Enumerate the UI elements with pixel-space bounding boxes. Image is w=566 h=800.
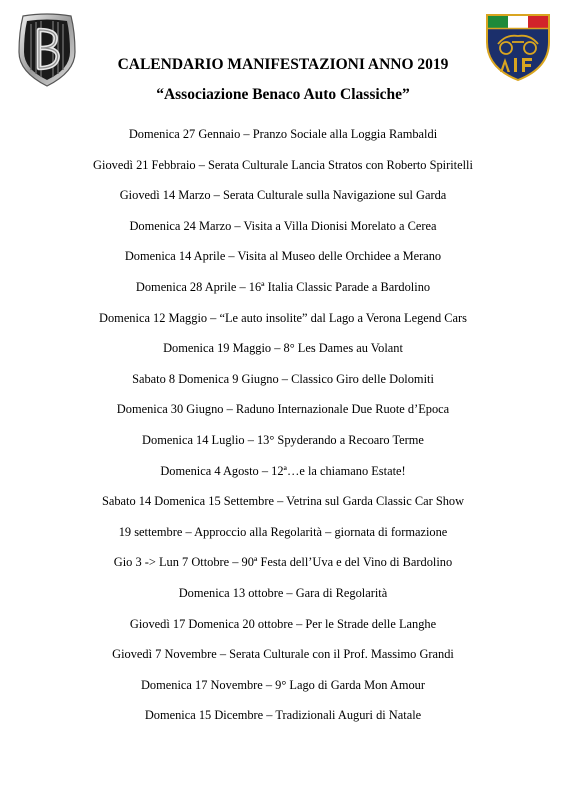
event-item: Domenica 15 Dicembre – Tradizionali Auguri di Natale (144, 708, 422, 723)
event-item: Domenica 14 Luglio – 13° Spyderando a Recoaro Terme (142, 432, 424, 447)
event-item: Domenica 13 ottobre – Gara di Regolarità (178, 585, 388, 600)
event-list (0, 124, 566, 736)
page-title: CALENDARIO MANIFESTAZIONI ANNO 2019 (117, 56, 449, 73)
event-item: Domenica 27 Gennaio – Pranzo Sociale alla Loggia Rambaldi (128, 127, 438, 141)
event-item: Giovedì 21 Febbraio – Serata Culturale Lancia Stratos con Roberto Spiritelli (93, 157, 473, 172)
event-item: Domenica 12 Maggio – “Le auto insolite” dal Lago a Verona Legend Cars (99, 310, 467, 325)
event-item: Gio 3 -> Lun 7 Ottobre – 90ª Festa dell’Uva e del Vino di Bardolino (113, 555, 453, 570)
event-item: Domenica 14 Aprile – Visita al Museo delle Orchidee a Merano (124, 249, 442, 264)
event-item: Giovedì 17 Domenica 20 ottobre – Per le Strade delle Langhe (129, 616, 437, 631)
event-item: Domenica 4 Agosto – 12ª…e la chiamano Estate! (160, 463, 406, 478)
event-item: Sabato 14 Domenica 15 Settembre – Vetrina sul Garda Classic Car Show (101, 494, 465, 509)
event-item: 19 settembre – Approccio alla Regolarità – giornata di formazione (118, 524, 448, 539)
event-item: Giovedì 14 Marzo – Serata Culturale sulla Navigazione sul Garda (119, 188, 447, 203)
b-monogram-grille-logo-icon (17, 12, 77, 88)
event-item: Domenica 28 Aprile – 16ª Italia Classic Parade a Bardolino (135, 279, 431, 294)
event-item: Domenica 24 Marzo – Visita a Villa Dionisi Morelato a Cerea (129, 218, 437, 233)
association-name: “Associazione Benaco Auto Classiche” (156, 86, 410, 103)
event-item: Domenica 30 Giugno – Raduno Internazionale Due Ruote d’Epoca (116, 402, 450, 417)
event-item: Domenica 19 Maggio – 8° Les Dames au Volant (163, 341, 403, 356)
event-item: Sabato 8 Domenica 9 Giugno – Classico Giro delle Dolomiti (132, 371, 434, 386)
event-item: Domenica 17 Novembre – 9° Lago di Garda Mon Amour (140, 677, 426, 692)
event-item: Giovedì 7 Novembre – Serata Culturale con il Prof. Massimo Grandi (112, 647, 454, 662)
